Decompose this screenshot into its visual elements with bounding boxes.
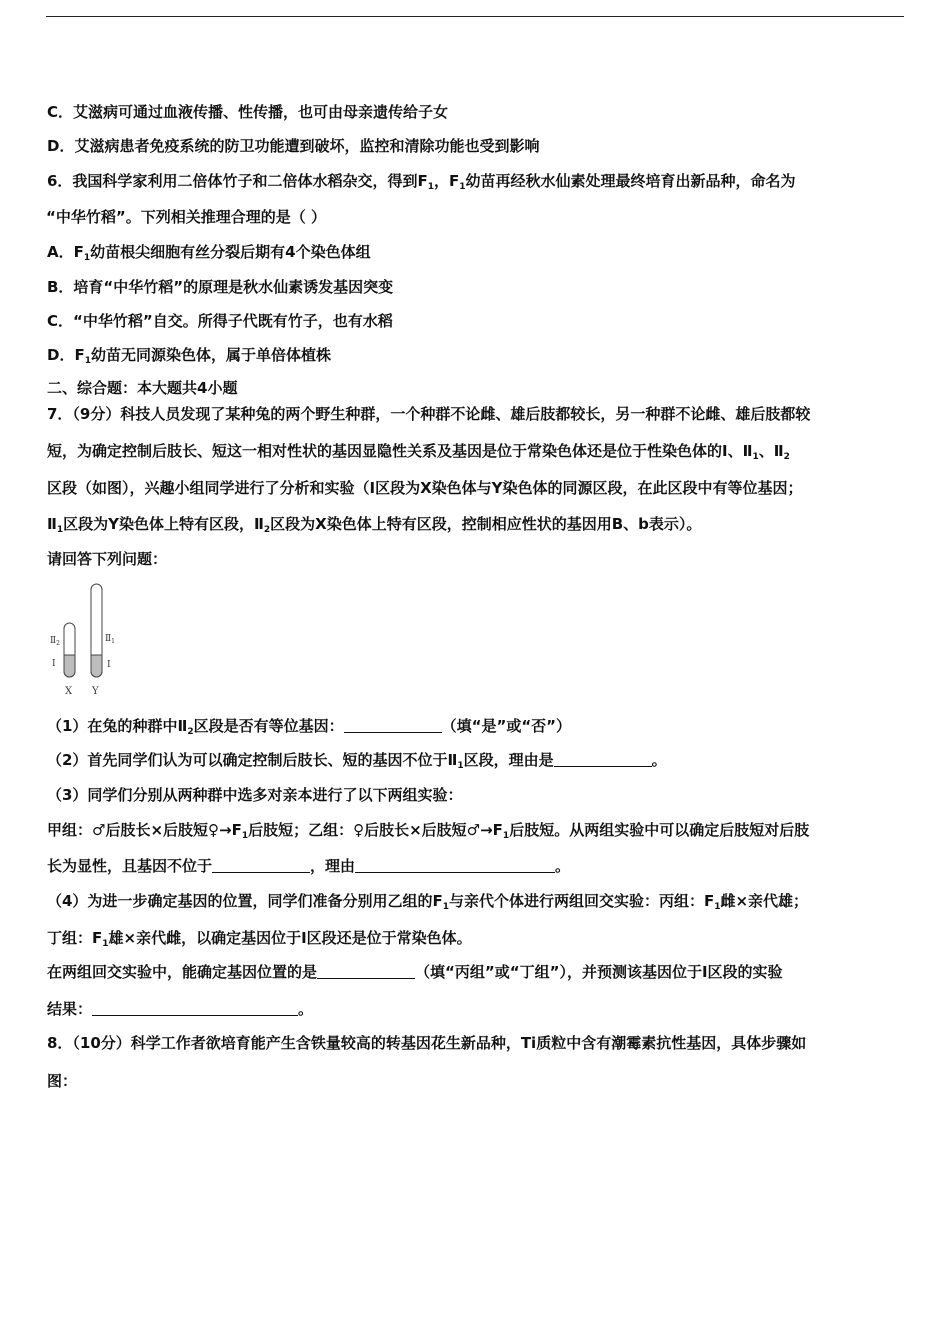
q7-part4: （4）为进一步确定基因的位置，同学们准备分别用乙组的$F_1$与亲代个体进行两组回交实验：丙组：$F_1$雌×亲代雄； <box>47 892 809 912</box>
answer-blank-4[interactable] <box>355 858 555 873</box>
q7-prompt: 请回答下列问题： <box>47 550 168 568</box>
q7-part3-experiments: 甲组：♂后肢长×后肢短$♀\to F_1$后肢短；乙组：♀后肢长×后肢短$♂\to F_1$后肢短。从两组实验中可以确定后肢短对后肢 <box>47 821 810 841</box>
answer-blank-1[interactable] <box>344 718 442 733</box>
xy-chromosome-figure <box>48 578 128 702</box>
y-segment-ii1-label: $Ⅱ_1$ <box>105 634 115 645</box>
y-chromosome-label: Y <box>92 686 99 697</box>
q6-option-b: B．培育“中华竹稻”的原理是秋水仙素诱发基因突变 <box>47 278 394 296</box>
y-homologous-segment <box>91 655 102 677</box>
q8-stem-line2: 图： <box>47 1072 78 1090</box>
q7-stem-line1: 7．（9分）科技人员发现了某种兔的两个野生种群，一个种群不论雌、雄后肢都较长，另一种群不论雌、雄后肢都较 <box>47 405 811 423</box>
section-heading: 二、综合题：本大题共4小题 <box>47 379 238 397</box>
x-homologous-segment <box>64 655 75 677</box>
q5-option-c: C．艾滋病可通过血液传播、性传播，也可由母亲遗传给子女 <box>47 103 449 121</box>
q7-part4-line3: 在两组回交实验中，能确定基因位置的是 （填“丙组”或“丁组”），并预测该基因位于Ⅰ区段的实验 <box>47 963 783 981</box>
q7-part3: （3）同学们分别从两种群中选多对亲本进行了以下两组实验： <box>47 786 463 804</box>
q6-option-d: D．$F_1$幼苗无同源染色体，属于单倍体植株 <box>47 346 331 366</box>
q7-stem-line3: 区段（如图），兴趣小组同学进行了分析和实验（Ⅰ区段为X染色体与Y染色体的同源区段，在此区段中有等位基因； <box>47 479 803 497</box>
x-chromosome-label: X <box>65 686 73 697</box>
q7-part4-line2: 丁组：$F_1$雄×亲代雌，以确定基因位于Ⅰ区段还是位于常染色体。 <box>47 929 472 949</box>
x-segment-i-label: Ⅰ <box>52 659 56 669</box>
q8-stem-line1: 8．（10分）科学工作者欲培育能产生含铁量较高的转基因花生新品种，Ti质粒中含有潮霉素抗性基因，具体步骤如 <box>47 1034 807 1052</box>
q7-stem-line2: 短，为确定控制后肢长、短这一相对性状的基因显隐性关系及基因是位于常染色体还是位于性染色体的Ⅰ、$Ⅱ_1$、$Ⅱ_2$ <box>47 442 790 462</box>
q6-option-a: A．$F_1$幼苗根尖细胞有丝分裂后期有4个染色体组 <box>47 243 371 263</box>
answer-blank-5[interactable] <box>317 964 415 979</box>
q6-option-c: C．“中华竹稻”自交。所得子代既有竹子，也有水稻 <box>47 312 393 330</box>
header-rule <box>46 16 904 17</box>
q6-stem-line2: “中华竹稻”。下列相关推理合理的是（ ） <box>46 208 326 226</box>
q7-part3-conclusion: 长为显性，且基因不位于 ，理由 。 <box>47 857 571 875</box>
q7-part1: （1）在兔的种群中$Ⅱ_2$区段是否有等位基因： （填“是”或“否”） <box>47 717 572 737</box>
q7-part4-line4: 结果： 。 <box>47 1000 314 1018</box>
answer-blank-2[interactable] <box>554 752 652 767</box>
q7-stem-line4: $Ⅱ_1$区段为Y染色体上特有区段，$Ⅱ_2$区段为X染色体上特有区段，控制相应性状的基因用B、b表示）。 <box>47 515 702 535</box>
q6-stem-line1: 6．我国科学家利用二倍体竹子和二倍体水稻杂交，得到$F_1$，$F_1$幼苗再经秋水仙素处理最终培育出新品种，命名为 <box>47 172 796 192</box>
answer-blank-3[interactable] <box>212 858 310 873</box>
y-segment-i-label: Ⅰ <box>107 660 111 670</box>
answer-blank-6[interactable] <box>92 1001 298 1016</box>
q5-option-d: D．艾滋病患者免疫系统的防卫功能遭到破坏，监控和清除功能也受到影响 <box>47 137 540 155</box>
x-segment-ii2-label: $Ⅱ_2$ <box>50 636 60 647</box>
q7-part2: （2）首先同学们认为可以确定控制后肢长、短的基因不位于$Ⅱ_1$区段，理由是 。 <box>47 751 667 771</box>
